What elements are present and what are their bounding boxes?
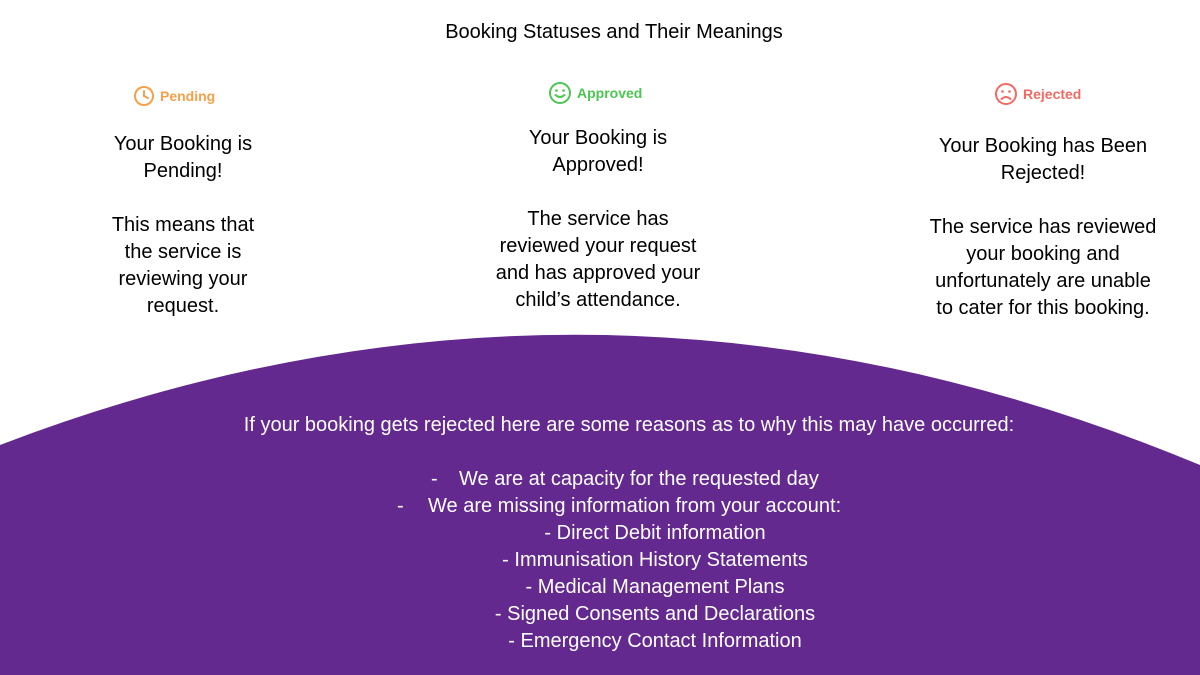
approved-body-line: The service has <box>527 208 669 230</box>
page-title: Booking Statuses and Their Meanings <box>445 21 783 43</box>
missing-info-item: - Direct Debit information <box>544 522 766 544</box>
pending-heading-line: Your Booking is <box>113 133 253 155</box>
status-badge-label: Pending <box>160 88 216 104</box>
approved-heading-line: Your Booking is <box>528 127 668 149</box>
reasons-intro: If your booking gets rejected here are some reasons as to why this may have occurred: <box>243 414 1015 436</box>
bullet-dash: - <box>397 495 404 517</box>
approved-body-line: child’s attendance. <box>515 289 681 311</box>
approved-heading-line: Approved! <box>552 154 644 176</box>
rejected-heading-line: Your Booking has Been <box>938 135 1148 157</box>
pending-heading-line: Pending! <box>143 160 223 182</box>
status-badge-label: Rejected <box>1023 86 1082 102</box>
status-badge-label: Approved <box>577 85 643 101</box>
rejected-body-line: unfortunately are unable <box>935 270 1151 292</box>
pending-body-line: request. <box>146 295 220 317</box>
rejected-body-line: your booking and <box>966 243 1120 265</box>
reason-bullet: We are missing information from your account: <box>428 495 842 517</box>
rejected-heading-line: Rejected! <box>1000 162 1086 184</box>
missing-info-item: - Immunisation History Statements <box>502 549 808 571</box>
pending-body-line: the service is <box>124 241 242 263</box>
rejected-body-line: The service has reviewed <box>929 216 1157 238</box>
reason-bullet: We are at capacity for the requested day <box>459 468 819 490</box>
approved-body-line: and has approved your <box>495 262 701 284</box>
bullet-dash: - <box>431 468 438 490</box>
approved-body-line: reviewed your request <box>499 235 697 257</box>
missing-info-item: - Signed Consents and Declarations <box>494 603 816 625</box>
missing-info-item: - Emergency Contact Information <box>508 630 802 652</box>
missing-info-item: - Medical Management Plans <box>525 576 785 598</box>
rejected-body-line: to cater for this booking. <box>936 297 1150 319</box>
pending-body-line: reviewing your <box>118 268 248 290</box>
pending-body-line: This means that <box>111 214 255 236</box>
